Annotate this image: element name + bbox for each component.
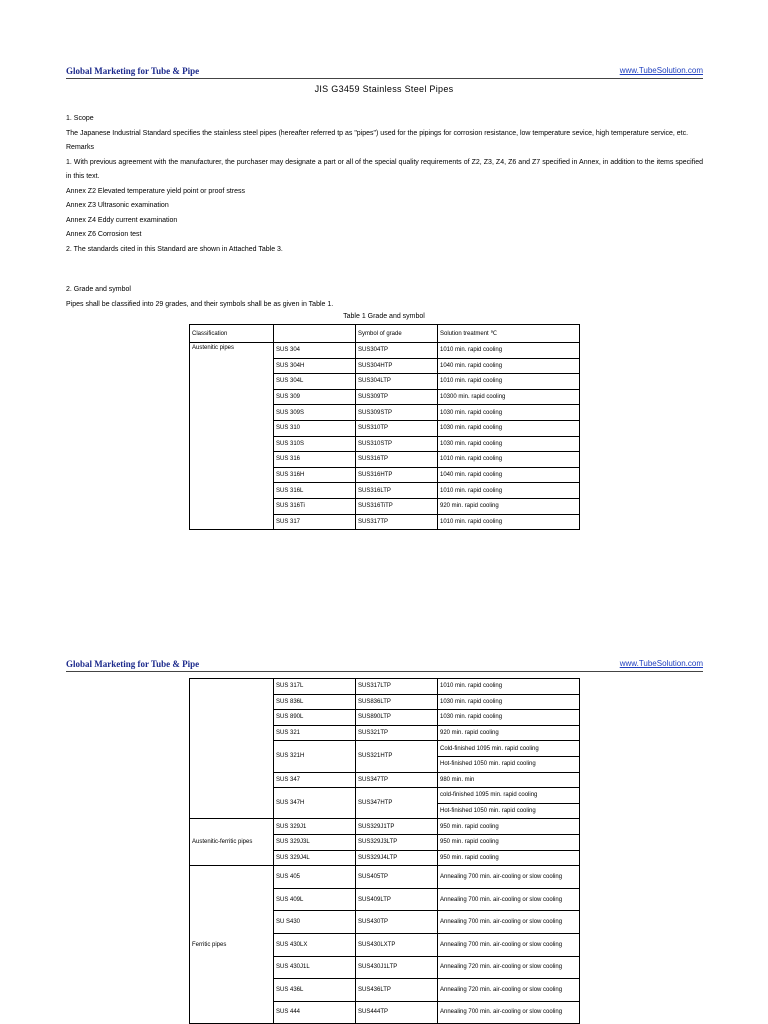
symbol-cell: SUS329J1TP — [356, 819, 438, 835]
symbol-cell: SUS310TP — [356, 420, 438, 436]
grade-cell: SUS 430LX — [274, 933, 356, 956]
document-title: JIS G3459 Stainless Steel Pipes — [314, 84, 454, 94]
grade-cell: SUS 310S — [274, 436, 356, 452]
grade-cell: SUS 347 — [274, 772, 356, 788]
grade-table-part1 — [189, 324, 580, 530]
symbol-cell: SUS304HTP — [356, 358, 438, 374]
grade-cell: SUS 321 — [274, 725, 356, 741]
treatment-cell: Annealing 700 min. air-cooling or slow cooling — [438, 866, 580, 889]
symbol-cell: SUS347HTP — [356, 788, 438, 819]
grade-cell: SUS 316L — [274, 483, 356, 499]
grade-cell: SUS 317 — [274, 514, 356, 530]
grade-cell: SUS 405 — [274, 866, 356, 889]
symbol-cell: SUS430LXTP — [356, 933, 438, 956]
symbol-cell: SUS309TP — [356, 389, 438, 405]
treatment-cell: 950 min. rapid cooling — [438, 834, 580, 850]
scope-paragraph: The Japanese Industrial Standard specifies the stainless steel pipes (hereafter referred tp as "pipes") used for the pipings for corrosion resistance, low temperature sevice, high temperature service, etc. — [66, 129, 689, 137]
symbol-cell: SUS310STP — [356, 436, 438, 452]
grade-section — [66, 283, 703, 312]
page-header-2 — [66, 659, 703, 672]
symbol-cell: SUS304LTP — [356, 374, 438, 390]
treatment-cell: Annealing 700 min. air-cooling or slow cooling — [438, 933, 580, 956]
grade-cell: SUS 309 — [274, 389, 356, 405]
treatment-cell: 1030 min. rapid cooling — [438, 420, 580, 436]
treatment-cell: 1030 min. rapid cooling — [438, 405, 580, 421]
symbol-cell: SUS317LTP — [356, 679, 438, 695]
classification-cell: Ferritic pipes — [190, 866, 274, 1024]
grade-cell: SUS 329J3L — [274, 834, 356, 850]
website-link[interactable]: www.TubeSolution.com — [619, 66, 703, 75]
table-caption: Table 1 Grade and symbol — [343, 313, 425, 320]
scope-paragraph: Remarks — [66, 144, 95, 151]
symbol-cell: SUS321TP — [356, 725, 438, 741]
brand-name: Global Marketing for Tube & Pipe — [66, 659, 200, 669]
treatment-cell: 1010 min. rapid cooling — [438, 679, 580, 695]
treatment-cell: Annealing 720 min. air-cooling or slow cooling — [438, 956, 580, 979]
scope-heading: 1. Scope — [66, 115, 94, 122]
symbol-cell: SUS316TiTP — [356, 498, 438, 514]
symbol-cell: SUS317TP — [356, 514, 438, 530]
grade-cell: SUS 316Ti — [274, 498, 356, 514]
table-row — [190, 819, 580, 835]
header-cell: Classification — [190, 325, 274, 343]
grade-text: Pipes shall be classified into 29 grades, and their symbols shall be as given in Table 1. — [66, 300, 334, 308]
grade-cell: SU S430 — [274, 911, 356, 934]
grade-cell: SUS 304L — [274, 374, 356, 390]
treatment-cell: Hot-finished 1050 min. rapid cooling — [438, 803, 580, 819]
grade-cell: SUS 310 — [274, 420, 356, 436]
grade-cell: SUS 347H — [274, 788, 356, 819]
grade-cell: SUS 329J4L — [274, 850, 356, 866]
symbol-cell: SUS890LTP — [356, 710, 438, 726]
treatment-cell: Annealing 700 min. air-cooling or slow cooling — [438, 1001, 580, 1024]
grade-cell: SUS 317L — [274, 679, 356, 695]
treatment-cell: cold-finished 1095 min. rapid cooling — [438, 788, 580, 804]
symbol-cell: SUS316TP — [356, 452, 438, 468]
grade-cell: SUS 316 — [274, 452, 356, 468]
symbol-cell: SUS309STP — [356, 405, 438, 421]
symbol-cell: SUS304TP — [356, 343, 438, 359]
header-cell: Solution treatment ℃ — [438, 325, 580, 343]
treatment-cell: Annealing 700 min. air-cooling or slow cooling — [438, 888, 580, 911]
classification-cell: Austenitic-ferritic pipes — [190, 819, 274, 866]
treatment-cell: 1030 min. rapid cooling — [438, 694, 580, 710]
grade-cell: SUS 309S — [274, 405, 356, 421]
treatment-cell: 1030 min. rapid cooling — [438, 710, 580, 726]
grade-cell: SUS 890L — [274, 710, 356, 726]
treatment-cell: 1040 min. rapid cooling — [438, 358, 580, 374]
symbol-cell: SUS329J3LTP — [356, 834, 438, 850]
table-row — [190, 866, 580, 889]
grade-cell: SUS 436L — [274, 979, 356, 1002]
symbol-cell: SUS405TP — [356, 866, 438, 889]
grade-cell: SUS 430J1L — [274, 956, 356, 979]
symbol-cell: SUS430TP — [356, 911, 438, 934]
treatment-cell: Cold-finished 1095 min. rapid cooling — [438, 741, 580, 757]
classification-cell: Austenitic pipes — [190, 343, 274, 530]
treatment-cell: 950 min. rapid cooling — [438, 819, 580, 835]
treatment-cell: Annealing 700 min. air-cooling or slow cooling — [438, 911, 580, 934]
symbol-cell: SUS444TP — [356, 1001, 438, 1024]
table-row — [190, 343, 580, 359]
grade-table-part2 — [189, 678, 580, 1024]
header-cell: Symbol of grade — [356, 325, 438, 343]
scope-paragraph: 1. With previous agreement with the manufacturer, the purchaser may designate a part or all of the special quality requirements of Z2, Z3, Z4, Z6 and Z7 specified in Annex, in addition to the items specified in this text. — [66, 158, 703, 180]
grade-cell: SUS 409L — [274, 888, 356, 911]
symbol-cell: SUS347TP — [356, 772, 438, 788]
scope-paragraph: Annex Z4 Eddy current examination — [66, 216, 178, 224]
symbol-cell: SUS316LTP — [356, 483, 438, 499]
treatment-cell: 1030 min. rapid cooling — [438, 436, 580, 452]
symbol-cell: SUS436LTP — [356, 979, 438, 1002]
table-row — [190, 679, 580, 695]
treatment-cell: 980 min. min — [438, 772, 580, 788]
grade-heading: 2. Grade and symbol — [66, 286, 131, 293]
grade-cell: SUS 304 — [274, 343, 356, 359]
treatment-cell: 1010 min. rapid cooling — [438, 514, 580, 530]
grade-cell: SUS 444 — [274, 1001, 356, 1024]
classification-cell — [190, 679, 274, 819]
grade-cell: SUS 316H — [274, 467, 356, 483]
symbol-cell: SUS409LTP — [356, 888, 438, 911]
scope-paragraph: Annex Z2 Elevated temperature yield point or proof stress — [66, 187, 245, 195]
website-link[interactable]: www.TubeSolution.com — [619, 659, 703, 668]
page-header — [66, 66, 703, 79]
treatment-cell: 10300 min. rapid cooling — [438, 389, 580, 405]
scope-paragraph: Annex Z3 Ultrasonic examination — [66, 202, 169, 209]
grade-cell: SUS 836L — [274, 694, 356, 710]
symbol-cell: SUS836LTP — [356, 694, 438, 710]
symbol-cell: SUS430J1LTP — [356, 956, 438, 979]
symbol-cell: SUS321HTP — [356, 741, 438, 772]
scope-paragraph: Annex Z6 Corrosion test — [66, 231, 142, 238]
grade-cell: SUS 329J1 — [274, 819, 356, 835]
treatment-cell: 1010 min. rapid cooling — [438, 374, 580, 390]
treatment-cell: 1010 min. rapid cooling — [438, 452, 580, 468]
scope-paragraph: 2. The standards cited in this Standard are shown in Attached Table 3. — [66, 245, 283, 253]
treatment-cell: 950 min. rapid cooling — [438, 850, 580, 866]
treatment-cell: 920 min. rapid cooling — [438, 498, 580, 514]
treatment-cell: 920 min. rapid cooling — [438, 725, 580, 741]
grade-cell: SUS 321H — [274, 741, 356, 772]
brand-name: Global Marketing for Tube & Pipe — [66, 66, 200, 76]
treatment-cell: Hot-finished 1050 min. rapid cooling — [438, 756, 580, 772]
treatment-cell: 1010 min. rapid cooling — [438, 343, 580, 359]
symbol-cell: SUS316HTP — [356, 467, 438, 483]
scope-section — [66, 112, 703, 257]
symbol-cell: SUS329J4LTP — [356, 850, 438, 866]
table-header-row — [190, 325, 580, 343]
treatment-cell: Annealing 720 min. air-cooling or slow cooling — [438, 979, 580, 1002]
header-cell — [274, 325, 356, 343]
treatment-cell: 1010 min. rapid cooling — [438, 483, 580, 499]
treatment-cell: 1040 min. rapid cooling — [438, 467, 580, 483]
grade-cell: SUS 304H — [274, 358, 356, 374]
